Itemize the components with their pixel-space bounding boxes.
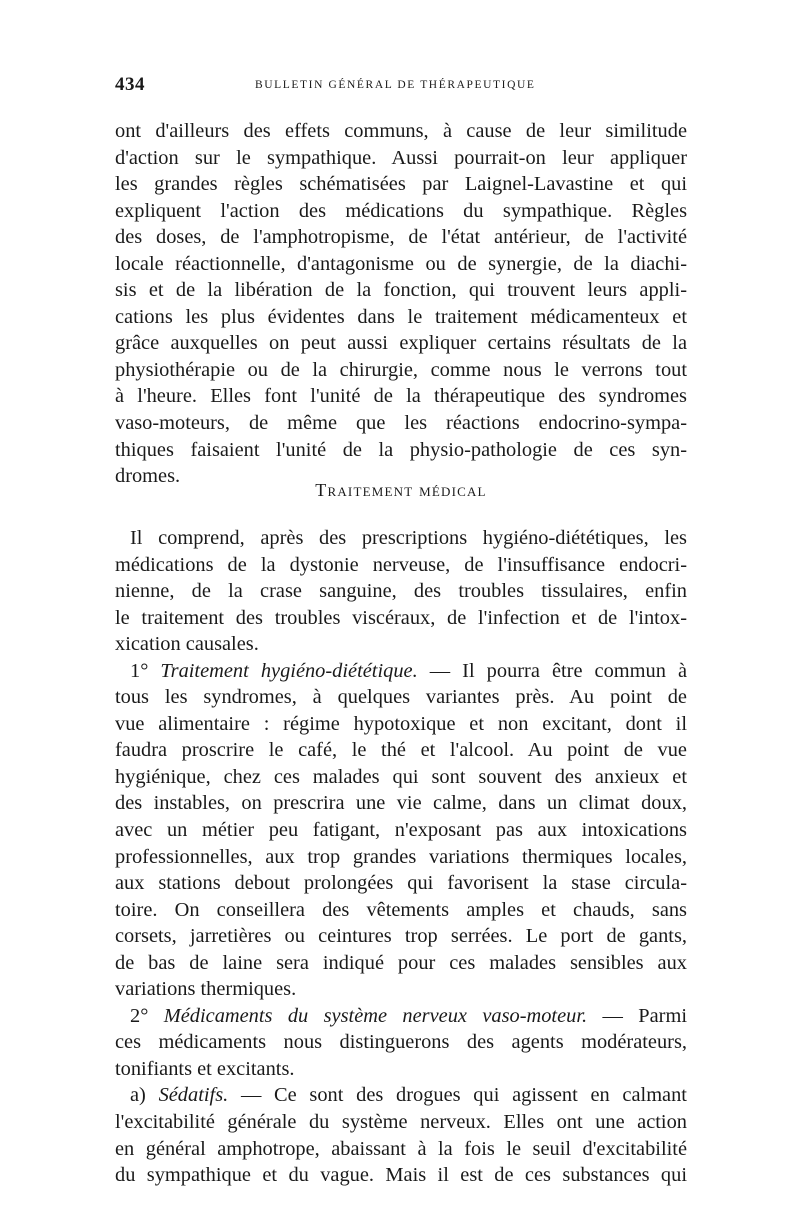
text-line: grâce auxquelles on peut aussi expliquer certains résultats de la (115, 332, 687, 355)
subsection-heading: Médicaments du système nerveux vaso-moteur. (163, 1004, 588, 1027)
text-line: corsets, jarretières ou ceintures trop serrées. Le port de gants, (115, 925, 687, 948)
subsection-first-line (115, 658, 687, 685)
text-line: vaso-moteurs, de même que les réactions endocrino-sympa- (115, 412, 687, 435)
text-line: locale réactionnelle, d'antagonisme ou de synergie, de la diachi- (115, 252, 687, 275)
subsection-number: 2° (130, 1004, 149, 1027)
text-line: à l'heure. Elles font l'unité de la thérapeutique des syndromes (115, 385, 687, 408)
text-line: nienne, de la crase sanguine, des troubles tissulaires, enfin (115, 580, 687, 603)
text-line: dromes. (115, 465, 181, 488)
text-line: tous les syndromes, à quelques variantes près. Au point de (115, 686, 687, 709)
text-line: faudra proscrire le café, le thé et l'alcool. Au point de vue (115, 739, 687, 762)
subsection-first-line (115, 1082, 687, 1109)
text-fragment: — Ce sont des drogues qui agissent en calmant (240, 1084, 687, 1107)
paragraph-continuation (115, 118, 687, 490)
text-line: du sympathique et du vague. Mais il est de ces substances qui (115, 1164, 687, 1187)
text-line: de bas de laine sera indiqué pour ces malades sensibles aux (115, 951, 687, 974)
text-line: des doses, de l'amphotropisme, de l'état antérieur, de l'activité (115, 226, 687, 249)
text-line: xication causales. (115, 633, 259, 656)
text-fragment: — Il pourra être commun à (429, 659, 687, 682)
text-fragment: — Parmi (602, 1004, 687, 1027)
text-line: physiothérapie ou de la chirurgie, comme nous le verrons tout (115, 358, 687, 381)
text-line: sis et de la libération de la fonction, qui trouvent leurs appli- (115, 279, 687, 302)
text-line: l'excitabilité générale du système nerveux. Elles ont une action (115, 1111, 687, 1134)
subsection-first-line (115, 1003, 687, 1030)
subsection-heading: Traitement hygiéno-diététique. (160, 659, 418, 682)
subsection-number: 1° (130, 659, 149, 682)
text-line: en général amphotrope, abaissant à la fois le seuil d'excitabilité (115, 1137, 687, 1160)
journal-title: BULLETIN GÉNÉRAL DE THÉRAPEUTIQUE (255, 79, 536, 91)
text-line: d'action sur le sympathique. Aussi pourrait-on leur appliquer (115, 146, 687, 169)
text-line: aux stations debout prolongées qui favorisent la stase circula- (115, 872, 687, 895)
text-line: toire. On conseillera des vêtements amples et chauds, sans (115, 898, 687, 921)
text-line: ont d'ailleurs des effets communs, à cause de leur similitude (115, 120, 687, 142)
text-line: des instables, on prescrira une vie calme, dans un climat doux, (115, 792, 687, 815)
text-line: ces médicaments nous distinguerons des agents modérateurs, (115, 1031, 687, 1054)
subsection-heading: Sédatifs. (158, 1084, 229, 1107)
text-line: les grandes règles schématisées par Laignel-Lavastine et qui (115, 173, 687, 196)
text-line: vue alimentaire : régime hypotoxique et non excitant, dont il (115, 712, 687, 735)
section-heading: Traitement médical (315, 480, 487, 500)
text-line: Il comprend, après des prescriptions hygiéno-diététiques, les (130, 527, 687, 549)
page-number: 434 (115, 74, 145, 95)
text-line: professionnelles, aux trop grandes variations thermiques locales, (115, 845, 687, 868)
text-line: le traitement des troubles viscéraux, de l'infection et de l'intox- (115, 606, 687, 629)
text-line: thiques faisaient l'unité de la physio-pathologie de ces syn- (115, 438, 687, 461)
text-line: cations les plus évidentes dans le traitement médicamenteux et (115, 305, 687, 328)
subsection-number: a) (130, 1084, 146, 1107)
text-line: expliquent l'action des médications du sympathique. Règles (115, 199, 687, 222)
text-line: hygiénique, chez ces malades qui sont souvent des anxieux et (115, 765, 687, 788)
text-line: médications de la dystonie nerveuse, de l'insuffisance endocri- (115, 553, 687, 576)
text-line: tonifiants et excitants. (115, 1057, 295, 1080)
text-line: variations thermiques. (115, 978, 297, 1001)
running-head (115, 74, 688, 102)
text-line: avec un métier peu fatigant, n'exposant pas aux intoxications (115, 819, 687, 842)
paragraphs-main (115, 525, 687, 1189)
